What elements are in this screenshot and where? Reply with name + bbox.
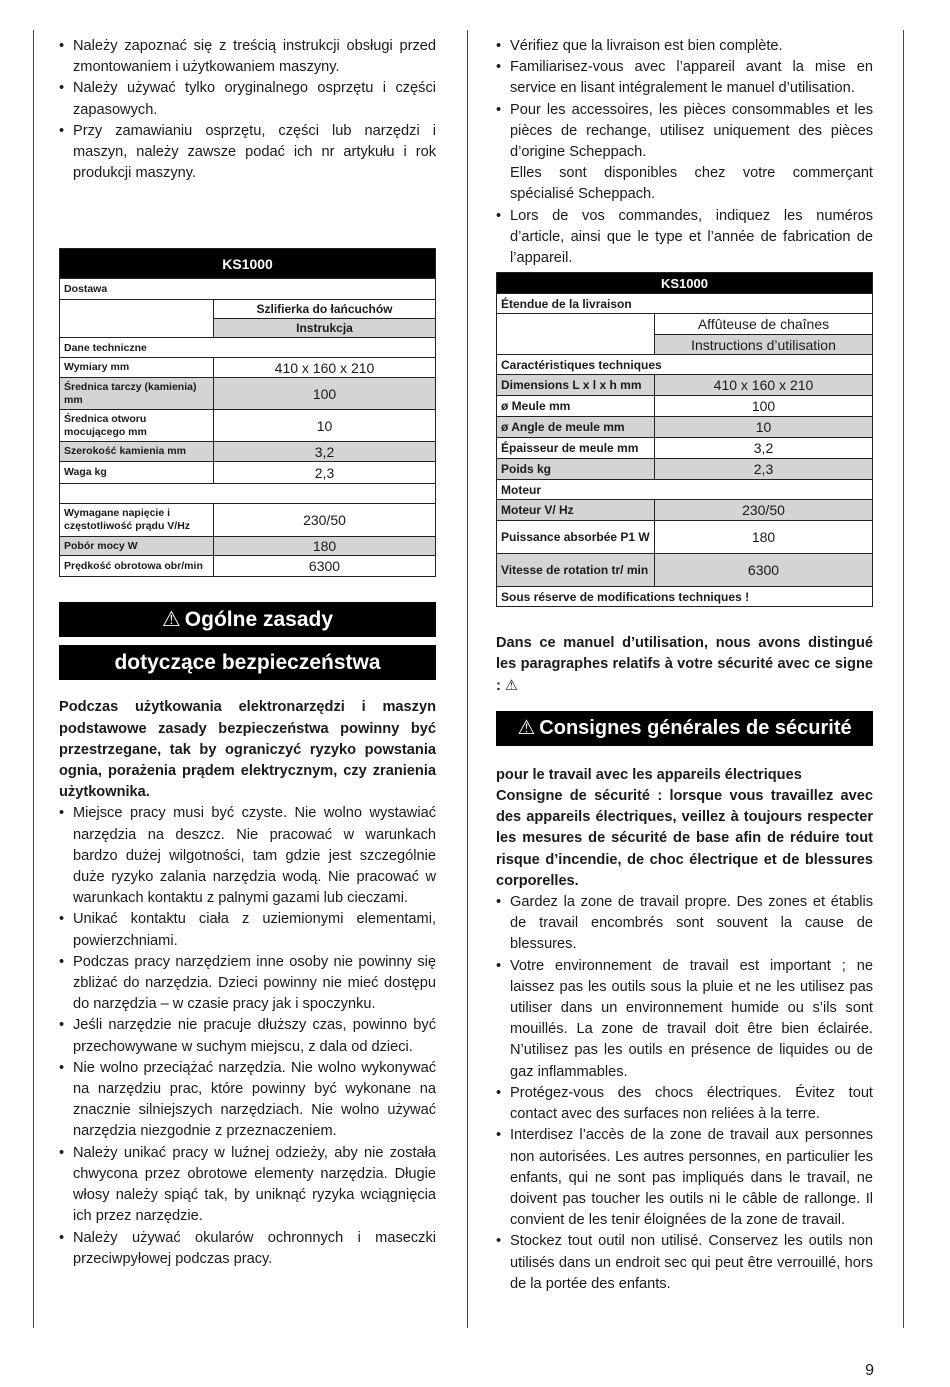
intro-continuation: Elles sont disponibles chez votre commerçant spécialisé Scheppach. [510,165,873,203]
safety-subheading-fr: pour le travail avec les appareils électriques [496,766,802,783]
table-row [497,375,873,396]
safety-bullet-list-pl [59,803,436,1269]
list-item: • Miejsce pracy musi być czyste. Nie wolno wystawiać narzędzia na deszcz. Nie pracować w warunkach bardzo dużej wilgotności, tam gdzie jest szczególnie duże ryzyko zalania narzędzia wodą. Nie pracować w warunkach kontaktu z palnymi gazami lub cieczami. [59,803,436,909]
spec-label: Prędkość obrotowa obr/min [60,556,214,577]
spec-label: Dimensions L x l x h mm [497,375,655,396]
table-model-header: KS1000 [60,249,436,279]
table-spacer-row [60,484,436,504]
list-item: • Interdisez l’accès de la zone de travail aux personnes non autorisées. Les autres personnes, en particulier les enfants, qui ne sont pas impliqués dans le travail, ne doivent pas toucher les outils ni le câble de rallonge. Il convient de les tenir éloignées de la zone de travail. [496,1125,873,1231]
spec-value: 100 [214,378,436,410]
table-row [60,378,436,410]
page-number: 9 [865,1362,874,1379]
delivery-item: Affûteuse de chaînes [655,314,873,335]
french-column [496,36,873,1295]
table-row [60,462,436,484]
table-row [60,556,436,577]
left-margin-rule [33,30,34,1328]
list-item: • Należy używać okularów ochronnych i maseczki przeciwpyłowej podczas pracy. [59,1228,436,1270]
list-item: • Gardez la zone de travail propre. Des zones et établis de travail encombrés sont souvent la cause de blessures. [496,892,873,956]
list-item: • Jeśli narzędzie nie pracuje dłuższy czas, powinno być przechowywane w suchym miejscu, z dala od dzieci. [59,1015,436,1057]
delivery-item: Szlifierka do łańcuchów [214,300,436,319]
table-row [497,521,873,554]
table-row [60,537,436,556]
list-item: • Protégez-vous des chocs électriques. Évitez tout contact avec des surfaces non reliées à la terre. [496,1083,873,1125]
right-margin-rule [903,30,904,1328]
table-row [60,358,436,378]
spec-value: 100 [655,396,873,417]
spec-label: Pobór mocy W [60,537,214,556]
intro-bullet-list-fr-2 [496,206,873,270]
spec-value: 180 [214,537,436,556]
warning-triangle-icon: ⚠ [161,608,181,632]
list-item: • Votre environnement de travail est important ; ne laissez pas les outils sous la pluie et ne les utilisez pas utiliser dans un environnement humide ou s’ils sont mouillés. La zone de travail doit être bien éclairée. N’utilisez pas les outils en présence de liquides ou de gaz inflammables. [496,956,873,1083]
motor-section-label: Moteur [497,480,873,500]
list-item: • Należy zapoznać się z treścią instrukcji obsługi przed zmontowaniem i użytkowaniem maszyny. [59,36,436,78]
delivery-section-label: Dostawa [60,279,436,300]
spec-label: Szerokość kamienia mm [60,442,214,462]
spec-label: ø Meule mm [497,396,655,417]
spec-label: Waga kg [60,462,214,484]
spec-label: Moteur V/ Hz [497,500,655,521]
table-row [497,417,873,438]
tech-section-label: Dane techniczne [60,338,436,358]
delivery-item: Instrukcja [214,319,436,338]
spec-value: 10 [214,410,436,442]
spec-label: Puissance absorbée P1 W [497,521,655,554]
delivery-section-label: Étendue de la livraison [497,294,873,314]
safety-heading-text: Ogólne zasady [184,608,334,632]
spec-value: 180 [655,521,873,554]
table-row [60,410,436,442]
manual-note-fr: Dans ce manuel d’utilisation, nous avons distingué les paragraphes relatifs à votre sécurité avec ce signe : ⚠ [496,635,873,694]
list-item: • Lors de vos commandes, indiquez les numéros d’article, ainsi que le type et l’année de fabrication de l’appareil. [496,206,873,270]
spec-value: 2,3 [655,459,873,480]
spec-label: Poids kg [497,459,655,480]
spec-label: Wymagane napięcie i częstotliwość prądu V/Hz [60,504,214,537]
safety-heading-banner-2 [59,645,436,680]
table-model-header: KS1000 [497,273,873,294]
center-column-rule [467,30,468,1328]
list-item: • Vérifiez que la livraison est bien complète. [496,36,873,57]
table-footnote: Sous réserve de modifications techniques ! [497,587,873,607]
spec-label: Średnica tarczy (kamienia) mm [60,378,214,410]
list-item: • Przy zamawianiu osprzętu, części lub narzędzi i maszyn, należy zawsze podać ich nr artykułu i rok produkcji maszyny. [59,121,436,185]
spec-value: 10 [655,417,873,438]
table-row [497,396,873,417]
spec-value: 2,3 [214,462,436,484]
safety-heading-banner-fr [496,711,873,746]
spec-value: 6300 [214,556,436,577]
spec-value: 6300 [655,554,873,587]
spec-label: Épaisseur de meule mm [497,438,655,459]
table-row [60,504,436,537]
safety-heading-text: dotyczące bezpieczeństwa [114,651,381,675]
spec-label: ø Angle de meule mm [497,417,655,438]
list-item: • Nie wolno przeciążać narzędzia. Nie wolno wykonywać na narzędziu prac, które powinny być wykonane na znacznie silniejszych narzędziach. Nie wolno używać narzędzia niezgodnie z przeznaczeniem. [59,1058,436,1143]
table-cell [497,314,655,355]
spec-label: Średnica otworu mocującego mm [60,410,214,442]
list-item: • Należy unikać pracy w luźnej odzieży, aby nie została chwycona przez obrotowe elementy narzędzia. Długie włosy należy spiąć tak, by uniknąć ryzyka wciągnięcia ich przez narzędzie. [59,1143,436,1228]
delivery-item: Instructions d’utilisation [655,335,873,355]
list-item: • Podczas pracy narzędziem inne osoby nie powinny się zbliżać do narzędzia. Dzieci powinny nie mieć dostępu do narzędzia – w czasie pracy jak i spoczynku. [59,952,436,1016]
safety-intro-pl: Podczas użytkowania elektronarzędzi i maszyn podstawowe zasady bezpieczeństwa powinny być przestrzegane, tak by ograniczyć ryzyko powstania ognia, porażenia prądem elektrycznym, czy zranienia użytkownika. [59,699,436,801]
table-row [497,554,873,587]
spec-table-fr [496,272,873,607]
safety-heading-text: Consignes générales de sécurité [539,716,852,739]
safety-intro-fr: Consigne de sécurité : lorsque vous travaillez avec des appareils électriques, veillez à toujours respecter les mesures de sécurité de base afin de réduire tout risque d’incendie, de choc électrique et de blessures corporelles. [496,788,873,889]
table-row [60,442,436,462]
spec-label: Wymiary mm [60,358,214,378]
table-row [497,438,873,459]
list-item: • Pour les accessoires, les pièces consommables et les pièces de rechange, utilisez uniquement des pièces d’origine Scheppach. [496,100,873,164]
table-row [497,459,873,480]
intro-bullet-list-pl [59,36,436,184]
spec-label: Vitesse de rotation tr/ min [497,554,655,587]
spec-value: 230/50 [214,504,436,537]
spec-value: 3,2 [214,442,436,462]
spec-value: 410 x 160 x 210 [214,358,436,378]
safety-bullet-list-fr [496,892,873,1295]
spec-value: 410 x 160 x 210 [655,375,873,396]
list-item: • Stockez tout outil non utilisé. Conservez les outils non utilisés dans un endroit sec qui peut être verrouillé, hors de la portée des enfants. [496,1231,873,1295]
spec-value: 230/50 [655,500,873,521]
warning-triangle-icon: ⚠ [517,716,536,739]
polish-column [59,36,436,1270]
spec-value: 3,2 [655,438,873,459]
table-row [497,500,873,521]
tech-section-label: Caractéristiques techniques [497,355,873,375]
list-item: • Należy używać tylko oryginalnego osprzętu i części zapasowych. [59,78,436,120]
safety-heading-banner-1 [59,602,436,637]
intro-bullet-list-fr [496,36,873,163]
table-cell [60,300,214,338]
list-item: • Unikać kontaktu ciała z uziemionymi elementami, powierzchniami. [59,909,436,951]
spec-table-pl [59,248,436,577]
list-item: • Familiarisez-vous avec l’appareil avant la mise en service en lisant intégralement le manuel d’utilisation. [496,57,873,99]
